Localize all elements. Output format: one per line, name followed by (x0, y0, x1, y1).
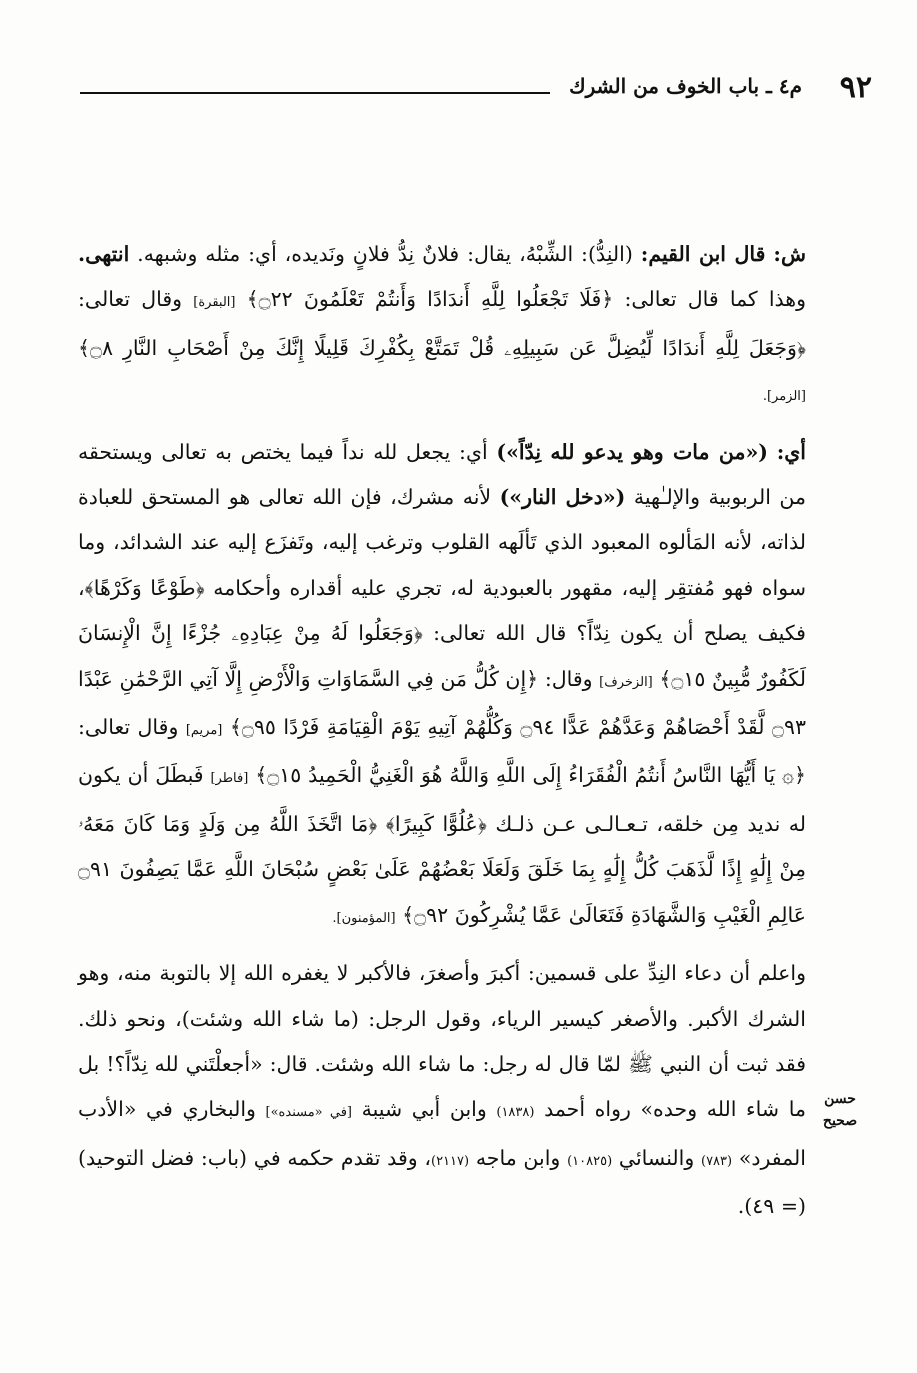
author-citation: قال ابن القيم: (640, 242, 766, 266)
grading-line: صحيح (822, 1113, 858, 1129)
hadith-number: (١٠٨٢٥) (567, 1153, 613, 1169)
paragraph-explanation (78, 430, 806, 941)
body-text: واعلم أن دعاء النِدِّ على قسمين: أكبرَ وأصغرَ، فالأكبر لا يغفره الله إلا بالتوبة منه، وهو الشرك الأكبر. والأصغر كيسير الرياء، وقول الرجل: (ما شاء الله وشئت)، ونحو ذلك. فقد ثبت أن النبي ﷺ لمّا قال له رجل: ما شاء الله وشئت. قال: «أجعلْتَني لله نِدّاً؟! بل ما شاء الله وحده» رواه أحمد (78, 961, 806, 1122)
body-text: لأنه مشرك، فإن الله تعالى هو المستحق للعبادة لذاته، لأنه المَألوه المعبود الذي تَألَهه القلوب وترغب إليه، وتَفزَع إليه عند الشدائد، وما سواه فهو مُفتقِر إليه، مقهور بالعبودية له، تجري عليه أقداره وأحكامه (78, 485, 806, 600)
quran-verse: ﴿فَلَا تَجْعَلُوا لِلَّهِ أَندَادًا وَأَنتُمْ تَعْلَمُونَ ۝٢٢﴾ (246, 287, 614, 312)
hadith-phrase: («دخل النار») (499, 485, 626, 510)
body-text: وهذا كما قال تعالى: (624, 287, 807, 312)
body-text: فَبطَلَ أن يكون له نديد مِن خلقه، تـعـالـى عـن ذلـك (78, 763, 806, 836)
body-text: وقال: (544, 666, 593, 691)
quran-verse: ﴿مَا اتَّخَذَ اللَّهُ مِن وَلَدٍ وَمَا كَانَ مَعَهُۥ مِنْ إِلَٰهٍ إِذًا لَّذَهَبَ كُلُّ إِلَٰهٍ بِمَا خَلَقَ وَلَعَلَا بَعْضُهُمْ عَلَىٰ بَعْضٍ سُبْحَانَ اللَّهِ عَمَّا يَصِفُونَ ۝٩١ عَالِمِ الْغَيْبِ وَالشَّهَادَةِ فَتَعَالَىٰ عَمَّا يُشْرِكُونَ ۝٩٢﴾ (78, 811, 806, 927)
surah-reference: [المؤمنون]. (332, 910, 396, 926)
surah-reference: [الزمر]. (762, 389, 806, 405)
quran-verse: ﴿وَجَعَلُوا لَهُ مِنْ عِبَادِهِۦ جُزْءًا إِنَّ الْإِنسَانَ لَكَفُورٌ مُّبِينٌ ۝١٥﴾ (78, 621, 806, 691)
grading-line: حسن (824, 1091, 856, 1107)
surah-reference: [فاطر] (210, 771, 249, 787)
body-text: وقال تعالى: (78, 715, 179, 740)
grading-side-note (818, 1088, 862, 1132)
hadith-number: (٢١١٧) (430, 1153, 470, 1169)
surah-reference: [الزخرف] (599, 674, 653, 690)
quran-verse: ﴿عُلُوًّا كَبِيرًا﴾ (385, 811, 487, 836)
body-text: ، فكيف يصلح أن يكون نِدّاً؟ قال الله تعالى: (78, 575, 806, 646)
hadith-number: (١٨٣٨) (496, 1105, 535, 1121)
quran-verse: ﴿وَجَعَلَ لِلَّهِ أَندَادًا لِّيُضِلَّ عَن سَبِيلِهِۦ قُلْ تَمَتَّعْ بِكُفْرِكَ قَلِيلًا إِنَّكَ مِنْ أَصْحَابِ النَّارِ ۝٨﴾ (78, 335, 806, 360)
surah-reference: [مريم] (185, 723, 223, 739)
quran-verse: ﴿طَوْعًا وَكَرْهًا﴾ (84, 575, 205, 600)
surah-reference: [البقرة] (193, 295, 236, 311)
body-text: وقال تعالى: (78, 287, 183, 312)
intaha: انتهى. (78, 242, 130, 266)
paragraph-label: ش: (773, 242, 806, 266)
body-text: والبخاري في «الأدب المفرد» (78, 1097, 806, 1170)
body-text: وابن ماجه (475, 1145, 561, 1170)
quran-verse: ﴿إِن كُلُّ مَن فِي السَّمَاوَاتِ وَالْأَرْضِ إِلَّا آتِي الرَّحْمَٰنِ عَبْدًا ۝٩٣ لَّقَدْ أَحْصَاهُمْ وَعَدَّهُمْ عَدًّا ۝٩٤ وَكُلُّهُمْ آتِيهِ يَوْمَ الْقِيَامَةِ فَرْدًا ۝٩٥﴾ (78, 666, 806, 740)
paragraph-commentary (78, 232, 806, 420)
page-header (80, 70, 872, 110)
body-text: ، وقد تقدم حكمه في (باب: فضل التوحيد) (= ٤٩). (78, 1145, 806, 1219)
page-number: ٩٢ (839, 70, 872, 105)
source-reference: [في «مسنده»] (265, 1105, 352, 1121)
paragraph-label: أي: (776, 439, 806, 464)
body-text: والنسائي (618, 1145, 695, 1170)
main-text (78, 232, 806, 1240)
quran-verse: ﴿۞ يَا أَيُّهَا النَّاسُ أَنتُمُ الْفُقَرَاءُ إِلَى اللَّهِ وَاللَّهُ هُوَ الْغَنِيُّ الْحَمِيدُ ۝١٥﴾ (255, 763, 806, 788)
hadith-phrase: («من مات وهو يدعو لله نِدّاً») (496, 439, 768, 464)
hadith-number: (٧٨٣) (700, 1153, 733, 1169)
header-rule (80, 92, 550, 94)
body-text: وابن أبي شيبة (361, 1097, 487, 1122)
body-text: (النِدُّ): الشِّبْهُ، يقال: فلانٌ نِدُّ فلانٍ ونَديده، أي: مثله وشبهه. (137, 242, 633, 266)
body-text: أي: يجعل لله نداً فيما يختص به تعالى ويستحقه من الربوبية والإلـٰهية (78, 439, 806, 510)
running-title: م٤ ـ باب الخوف من الشرك (569, 74, 802, 98)
paragraph-types-of-shirk (78, 951, 806, 1229)
